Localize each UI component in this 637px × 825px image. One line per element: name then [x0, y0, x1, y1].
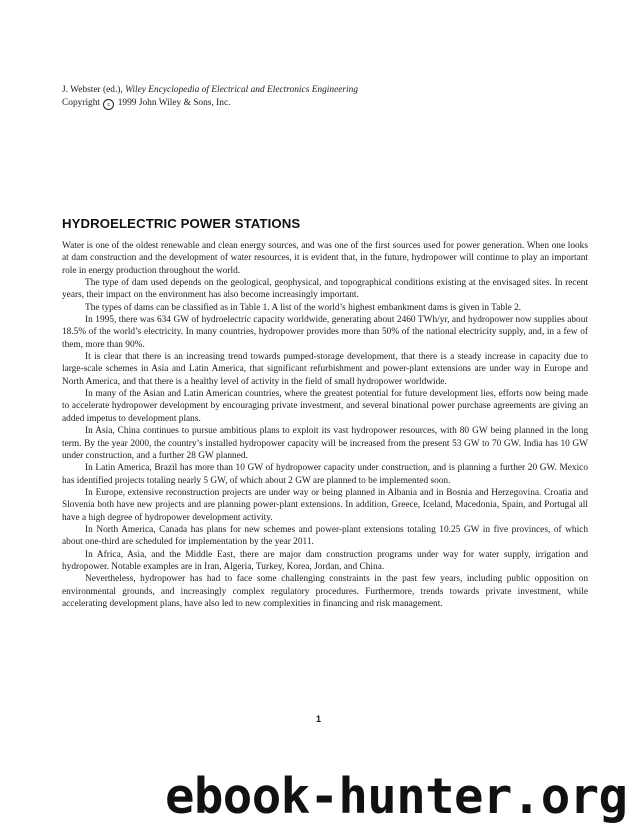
paragraph: In Asia, China continues to pursue ambitious plans to exploit its vast hydropower resources, with 80 GW being planned in the long term. By the year 2000, the country’s installed hydropower capacity will be increased from the present 53 GW to 70 GW. India has 10 GW under construction, and a further 28 GW planned. [62, 426, 588, 461]
citation-header [62, 84, 358, 110]
paragraph: In Europe, extensive reconstruction projects are under way or being planned in Albania and in Bosnia and Herzegovina. Croatia and Slovenia both have new projects and are planning power-plant extensions. In addition, Greece, Iceland, Macedonia, Spain, and Portugal all have a high degree of hydropower development activity. [62, 487, 588, 523]
paragraph: In Latin America, Brazil has more than 10 GW of hydropower capacity under construction, and is planning a further 20 GW. Mexico has identified projects totaling nearly 5 GW, of which about 2 GW are planned to be implemented soon. [62, 463, 588, 486]
copyright-symbol: c [103, 99, 114, 110]
paragraph: In Africa, Asia, and the Middle East, there are major dam construction programs under way for water supply, irrigation and hydropower. Notable examples are in Iran, Algeria, Turkey, Korea, Jordan, and China. [62, 549, 588, 572]
article-body [62, 240, 588, 610]
citation-line [62, 84, 358, 97]
copyright-line [62, 97, 358, 110]
page-number: 1 [315, 714, 321, 724]
paragraph: The types of dams can be classified as in Table 1. A list of the world’s highest embankment dams is given in Table 2. [85, 302, 522, 313]
paragraph: In North America, Canada has plans for new schemes and power-plant extensions totaling 10.25 GW in five provinces, of which about one-third are scheduled for implementation by the year 2011. [62, 524, 588, 548]
paragraph: The type of dam used depends on the geological, geophysical, and topographical conditions existing at the envisaged sites. In recent years, their impact on the environment has also become increasingly important. [62, 278, 588, 301]
paragraph: It is clear that there is an increasing trend towards pumped-storage development, that there is a steady increase in capacity due to large-scale schemes in Asia and Latin America, that significant refurbishment and power-plant extensions are under way in Europe and North America, and that there is a healthy level of activity in the field of small hydropower worldwide. [62, 352, 588, 387]
article-title: HYDROELECTRIC POWER STATIONS [62, 216, 301, 231]
watermark-text: ebook-hunter.org [165, 768, 628, 825]
encyclopedia-title: Wiley Encyclopedia of Electrical and Electronics Engineering [125, 85, 359, 95]
copyright-word: Copyright [62, 97, 101, 108]
paragraph: In 1995, there was 634 GW of hydroelectric capacity worldwide, generating about 2460 TWh/yr, and hydropower now supplies about 18.5% of the world’s electricity. In many countries, hydropower provides more than 50% of the national electricity supply, and, in a few of them, more than 90%. [62, 315, 588, 350]
copyright-holder: 1999 John Wiley & Sons, Inc. [117, 97, 231, 108]
citation-editor: J. Webster (ed.), [62, 85, 126, 95]
paragraph: Nevertheless, hydropower has had to face some challenging constraints in the past few years, including public opposition on environmental grounds, and increasingly complex regulatory procedures. Furthermore, trends towards private investment, while accelerating development plans, have also led to new complexities in financing and risk management. [62, 574, 588, 609]
paragraph: In many of the Asian and Latin American countries, where the greatest potential for future development lies, efforts now being made to accelerate hydropower development by encouraging private investment, and several binational power purchase agreements are giving an added impetus to development plans. [62, 389, 588, 424]
paragraph: Water is one of the oldest renewable and clean energy sources, and was one of the first sources used for power generation. When one looks at dam construction and the development of water resources, it is evident that, in the future, hydropower will continue to play an important role in energy production throughout the world. [62, 241, 588, 276]
